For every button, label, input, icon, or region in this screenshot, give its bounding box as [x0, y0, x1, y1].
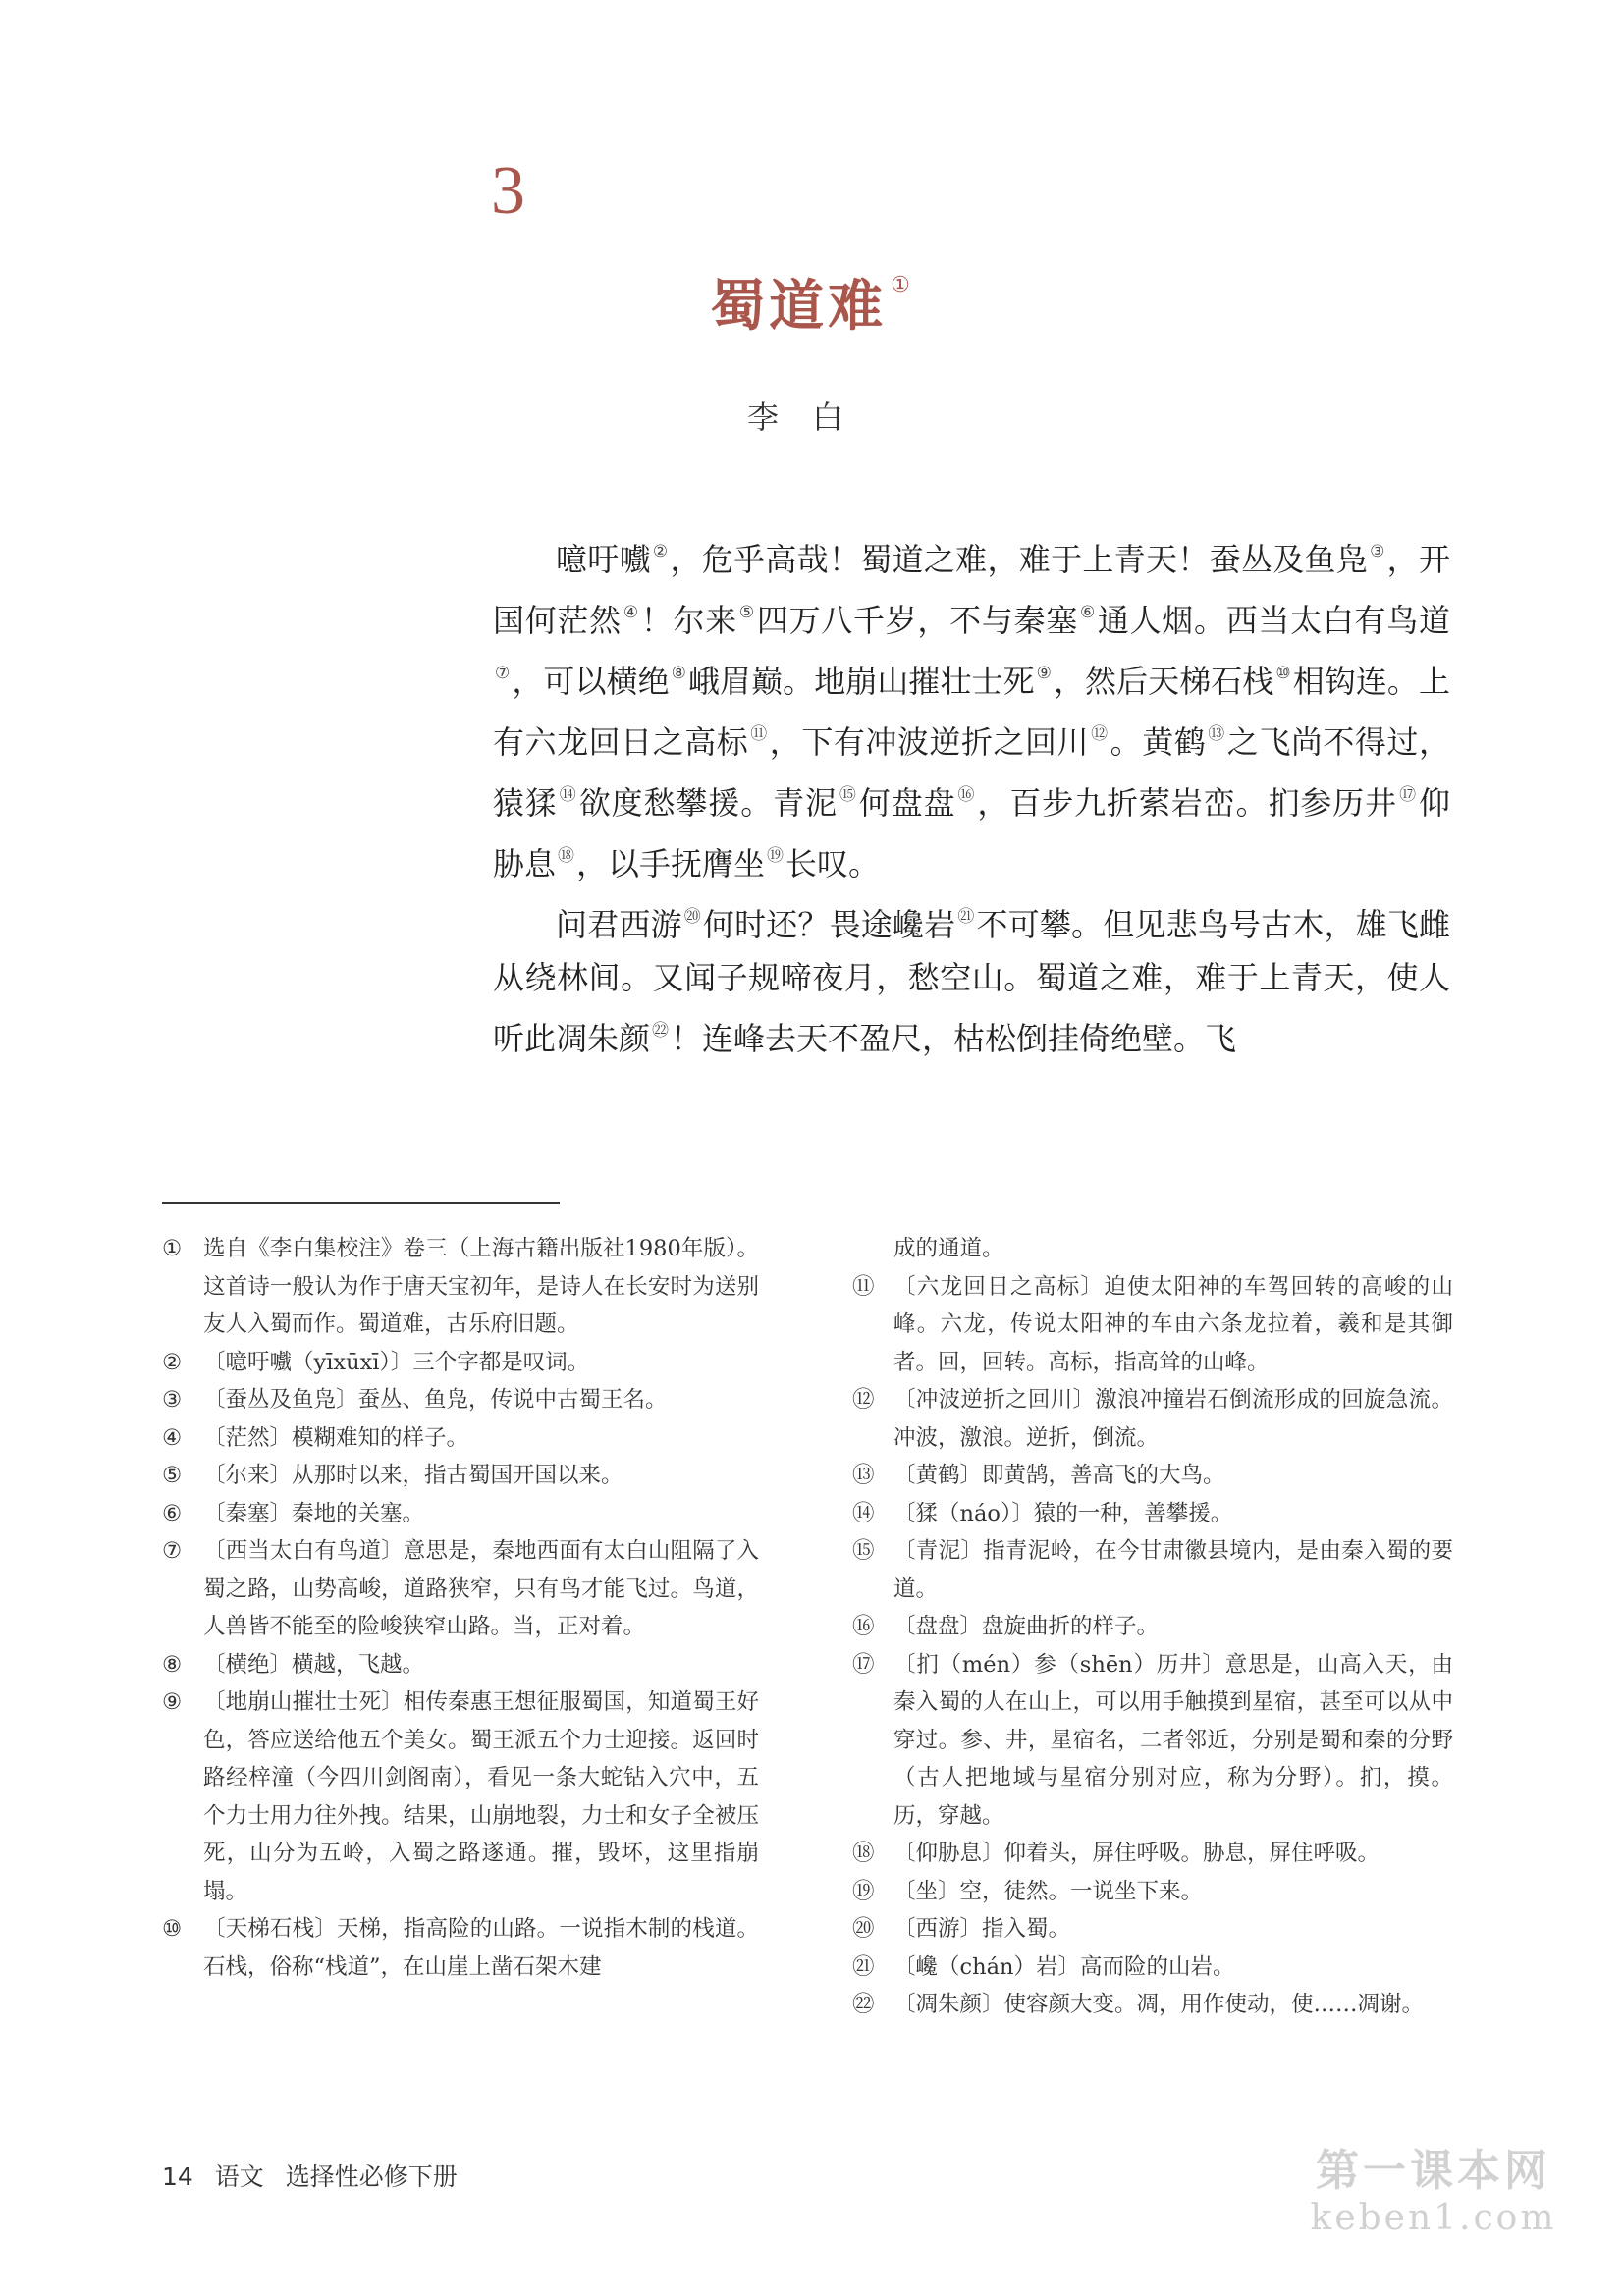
poem-text: 之飞尚不得过，猿猱	[493, 723, 1450, 822]
footnote-ref: ④	[623, 603, 639, 622]
footnote-item	[852, 1268, 1453, 1382]
footnote-item	[852, 1949, 1453, 1987]
footnote-ref: ⑪	[750, 724, 768, 744]
footnote-number: ④	[162, 1424, 183, 1451]
footnote-ref: ⑯	[957, 785, 976, 805]
footnote-ref: ⑭	[559, 785, 577, 805]
lesson-number: 3	[491, 153, 525, 229]
footnote-number: ㉒	[852, 1992, 875, 2017]
poem-text: 四万八千岁，不与秦塞	[756, 602, 1078, 639]
poem-text: ，危乎高哉！蜀道之难，难于上青天！蚕丛及鱼凫	[670, 541, 1369, 578]
page-number: 14	[162, 2163, 193, 2191]
footnote-ref: ⑲	[767, 846, 785, 866]
title-text: 蜀道难	[710, 274, 888, 339]
footnote-ref: ⑰	[1399, 785, 1417, 805]
footnote-number: ⑮	[852, 1538, 875, 1564]
footnote-number: ⑬	[852, 1463, 875, 1488]
footnote-ref: ⑱	[558, 846, 575, 866]
footnote-text: 〔尔来〕从那时以来，指古蜀国开国以来。	[203, 1463, 623, 1488]
poem-text: ，然后天梯石栈	[1053, 663, 1274, 700]
poem-text: ，可以横绝	[512, 663, 670, 700]
footnote-text: 〔黄鹤〕即黄鹄，善高飞的大鸟。	[893, 1463, 1225, 1488]
footnote-item	[162, 1910, 759, 1986]
footnote-item	[852, 1910, 1453, 1949]
footnote-number: ⑭	[852, 1500, 875, 1526]
footnote-ref: ⑮	[839, 785, 857, 805]
poem-text: ，以手抚膺坐	[576, 845, 766, 882]
footnote-text: 〔横绝〕横越，飞越。	[203, 1651, 425, 1678]
poem-text: 欲度愁攀援。青泥	[578, 784, 838, 822]
footnote-text: 〔西当太白有鸟道〕意思是，秦地西面有太白山阻隔了入蜀之路，山势高峻，道路狭窄，只有鸟才能飞过。鸟道，人兽皆不能至的险峻狭窄山路。当，正对着。	[203, 1538, 759, 1639]
footnote-text: 〔扪（mén）参（shēn）历井〕意思是，山高入天，由秦入蜀的人在山上，可以用手触摸到星宿，甚至可以从中穿过。参、井，星宿名，二者邻近，分别是蜀和秦的分野（古人把地域与星宿分别对应，称为分野）。扪，摸。历，穿越。	[893, 1651, 1453, 1829]
poem-text: 。黄鹤	[1110, 723, 1207, 761]
footnote-divider	[162, 1202, 560, 1204]
footnote-number: ⑤	[162, 1463, 183, 1488]
footnote-number: ⑯	[852, 1614, 875, 1639]
footnote-ref: ②	[652, 542, 669, 561]
footnote-number: ⑰	[852, 1651, 875, 1678]
footnote-ref: ⑧	[671, 664, 686, 683]
poem-text: 仰胁息	[493, 784, 1450, 882]
footnote-number: ⑱	[852, 1841, 875, 1866]
footnote-number: ②	[162, 1349, 183, 1375]
footnote-text: 〔噫吁嚱（yīxūxī）〕三个字都是叹词。	[203, 1349, 590, 1375]
poem-paragraph-1	[493, 525, 1450, 890]
footnote-text: 〔地崩山摧壮士死〕相传秦惠王想征服蜀国，知道蜀王好色，答应送给他五个美女。蜀王派五个力士迎接。返回时路经梓潼（今四川剑阁南），看见一条大蛇钻入穴中，五个力士用力往外拽。结果，山崩地裂，力士和女子全被压死，山分为五岭，入蜀之路遂通。摧，毁坏，这里指崩塌。	[203, 1689, 759, 1904]
footnote-item	[162, 1419, 759, 1458]
footnote-text: 〔西游〕指入蜀。	[893, 1916, 1071, 1942]
poem-body	[493, 525, 1450, 1065]
subject-name: 语文	[214, 2163, 264, 2191]
footnote-text: 〔猱（náo）〕猿的一种，善攀援。	[893, 1500, 1233, 1526]
watermark-line-2: keben1.com	[1310, 2198, 1557, 2238]
footnote-number: ⑥	[162, 1500, 183, 1526]
footnote-item	[852, 1495, 1453, 1533]
footnote-text: 〔凋朱颜〕使容颜大变。凋，用作使动，使……凋谢。	[893, 1992, 1425, 2017]
footnote-number: ⑳	[852, 1916, 875, 1942]
footnote-text: 〔冲波逆折之回川〕激浪冲撞岩石倒流形成的回旋急流。冲波，激浪。逆折，倒流。	[893, 1387, 1453, 1451]
title-footnote-ref: ①	[891, 273, 914, 297]
footnote-item	[852, 1532, 1453, 1608]
footnote-ref: ⑳	[683, 907, 701, 927]
footnote-item	[852, 1835, 1453, 1873]
poem-text: 问君西游	[556, 906, 682, 943]
footnote-ref: ⑤	[738, 603, 755, 622]
footnote-item	[162, 1683, 759, 1910]
poem-text: 噫吁嚱	[556, 541, 651, 578]
footnote-number: ①	[162, 1236, 183, 1261]
footnote-number: ⑲	[852, 1878, 875, 1904]
footnote-ref: ⑦	[495, 664, 511, 683]
footnote-ref: ③	[1370, 542, 1385, 561]
poem-text: 相钩连。上有六龙回日之高标	[493, 663, 1450, 761]
book-name: 选择性必修下册	[285, 2163, 458, 2191]
footnote-item	[162, 1344, 759, 1382]
footnote-item	[162, 1381, 759, 1419]
footnote-text: 〔仰胁息〕仰着头，屏住呼吸。胁息，屏住呼吸。	[893, 1841, 1380, 1866]
footnotes-left-column	[162, 1230, 759, 1986]
footnote-ref: ㉑	[957, 907, 975, 927]
footnote-text: 〔坐〕空，徒然。一说坐下来。	[893, 1878, 1204, 1904]
footnote-number: ⑦	[162, 1538, 183, 1564]
footnote-item	[162, 1230, 759, 1344]
footnote-item	[162, 1457, 759, 1495]
poem-text: ！尔来	[640, 602, 737, 639]
footnote-item	[852, 1873, 1453, 1911]
watermark-line-1: 第一课本网	[1316, 2146, 1551, 2196]
poem-text: 何时还？畏途巉岩	[702, 906, 956, 943]
poem-text: 通人烟。西当太白有鸟道	[1097, 602, 1450, 639]
page-footer	[162, 2158, 471, 2193]
poem-text: 峨眉巅。地崩山摧壮士死	[687, 663, 1035, 700]
footnote-text: 〔巉（chán）岩〕高而险的山岩。	[893, 1953, 1235, 1980]
footnote-item	[852, 1381, 1453, 1457]
footnote-number: ㉑	[852, 1953, 875, 1980]
site-watermark	[1272, 2135, 1596, 2238]
poem-text: 长叹。	[785, 845, 881, 882]
footnotes-right-column	[852, 1230, 1453, 2024]
author: 李白	[746, 399, 877, 436]
footnote-text: 〔茫然〕模糊难知的样子。	[203, 1424, 469, 1451]
footnote-ref: ⑩	[1275, 664, 1291, 683]
poem-paragraph-2	[493, 890, 1450, 1065]
footnote-ref: ㉒	[652, 1021, 670, 1041]
poem-text: ，开国何茫然	[493, 541, 1450, 639]
footnote-number: ⑫	[852, 1387, 875, 1413]
footnote-number: ③	[162, 1387, 183, 1413]
footnote-item	[852, 1457, 1453, 1495]
footnote-item	[852, 1646, 1453, 1836]
footnote-number: ⑧	[162, 1651, 183, 1678]
footnote-item	[162, 1495, 759, 1533]
poem-text: 不可攀。但见悲鸟号古木，雄飞雌从绕林间。又闻子规啼夜月，愁空山。蜀道之难，难于上青天，使人听此凋朱颜	[493, 906, 1450, 1057]
footnote-text: 〔六龙回日之高标〕迫使太阳神的车驾回转的高峻的山峰。六龙，传说太阳神的车由六条龙拉着，羲和是其御者。回，回转。高标，指高耸的山峰。	[893, 1273, 1453, 1375]
footnote-number: ⑨	[162, 1689, 183, 1715]
footnote-number: ⑩	[162, 1916, 183, 1942]
footnote-item	[162, 1646, 759, 1684]
footnote-continuation: 成的通道。	[893, 1236, 1004, 1261]
footnote-ref: ⑫	[1091, 724, 1109, 744]
footnote-text: 〔青泥〕指青泥岭，在今甘肃徽县境内，是由秦入蜀的要道。	[893, 1538, 1453, 1602]
footnote-text: 〔蚕丛及鱼凫〕蚕丛、鱼凫，传说中古蜀王名。	[203, 1387, 668, 1413]
poem-text: ！连峰去天不盈尺，枯松倒挂倚绝壁。飞	[671, 1020, 1237, 1057]
footnote-text: 〔天梯石栈〕天梯，指高险的山路。一说指木制的栈道。石栈，俗称“栈道”，在山崖上凿石架木建	[203, 1916, 759, 1980]
footnote-item	[852, 1986, 1453, 2024]
poem-text: ，下有冲波逆折之回川	[769, 723, 1090, 761]
footnote-text: 〔盘盘〕盘旋曲折的样子。	[893, 1614, 1160, 1639]
footnote-ref: ⑨	[1036, 664, 1052, 683]
footnote-number: ⑪	[852, 1273, 875, 1300]
footnote-text: 〔秦塞〕秦地的关塞。	[203, 1500, 425, 1526]
footnote-item	[852, 1608, 1453, 1646]
footnote-ref: ⑥	[1079, 603, 1096, 622]
footnote-ref: ⑬	[1208, 724, 1225, 744]
footnote-item	[162, 1532, 759, 1646]
lesson-title	[0, 273, 1624, 339]
footnotes-right-list	[852, 1268, 1453, 2024]
poem-text: ，百步九折萦岩峦。扪参历井	[977, 784, 1398, 822]
poem-text: 何盘盘	[858, 784, 956, 822]
footnote-text: 选自《李白集校注》卷三（上海古籍出版社1980年版）。这首诗一般认为作于唐天宝初年，是诗人在长安时为送别友人入蜀而作。蜀道难，古乐府旧题。	[203, 1236, 759, 1337]
